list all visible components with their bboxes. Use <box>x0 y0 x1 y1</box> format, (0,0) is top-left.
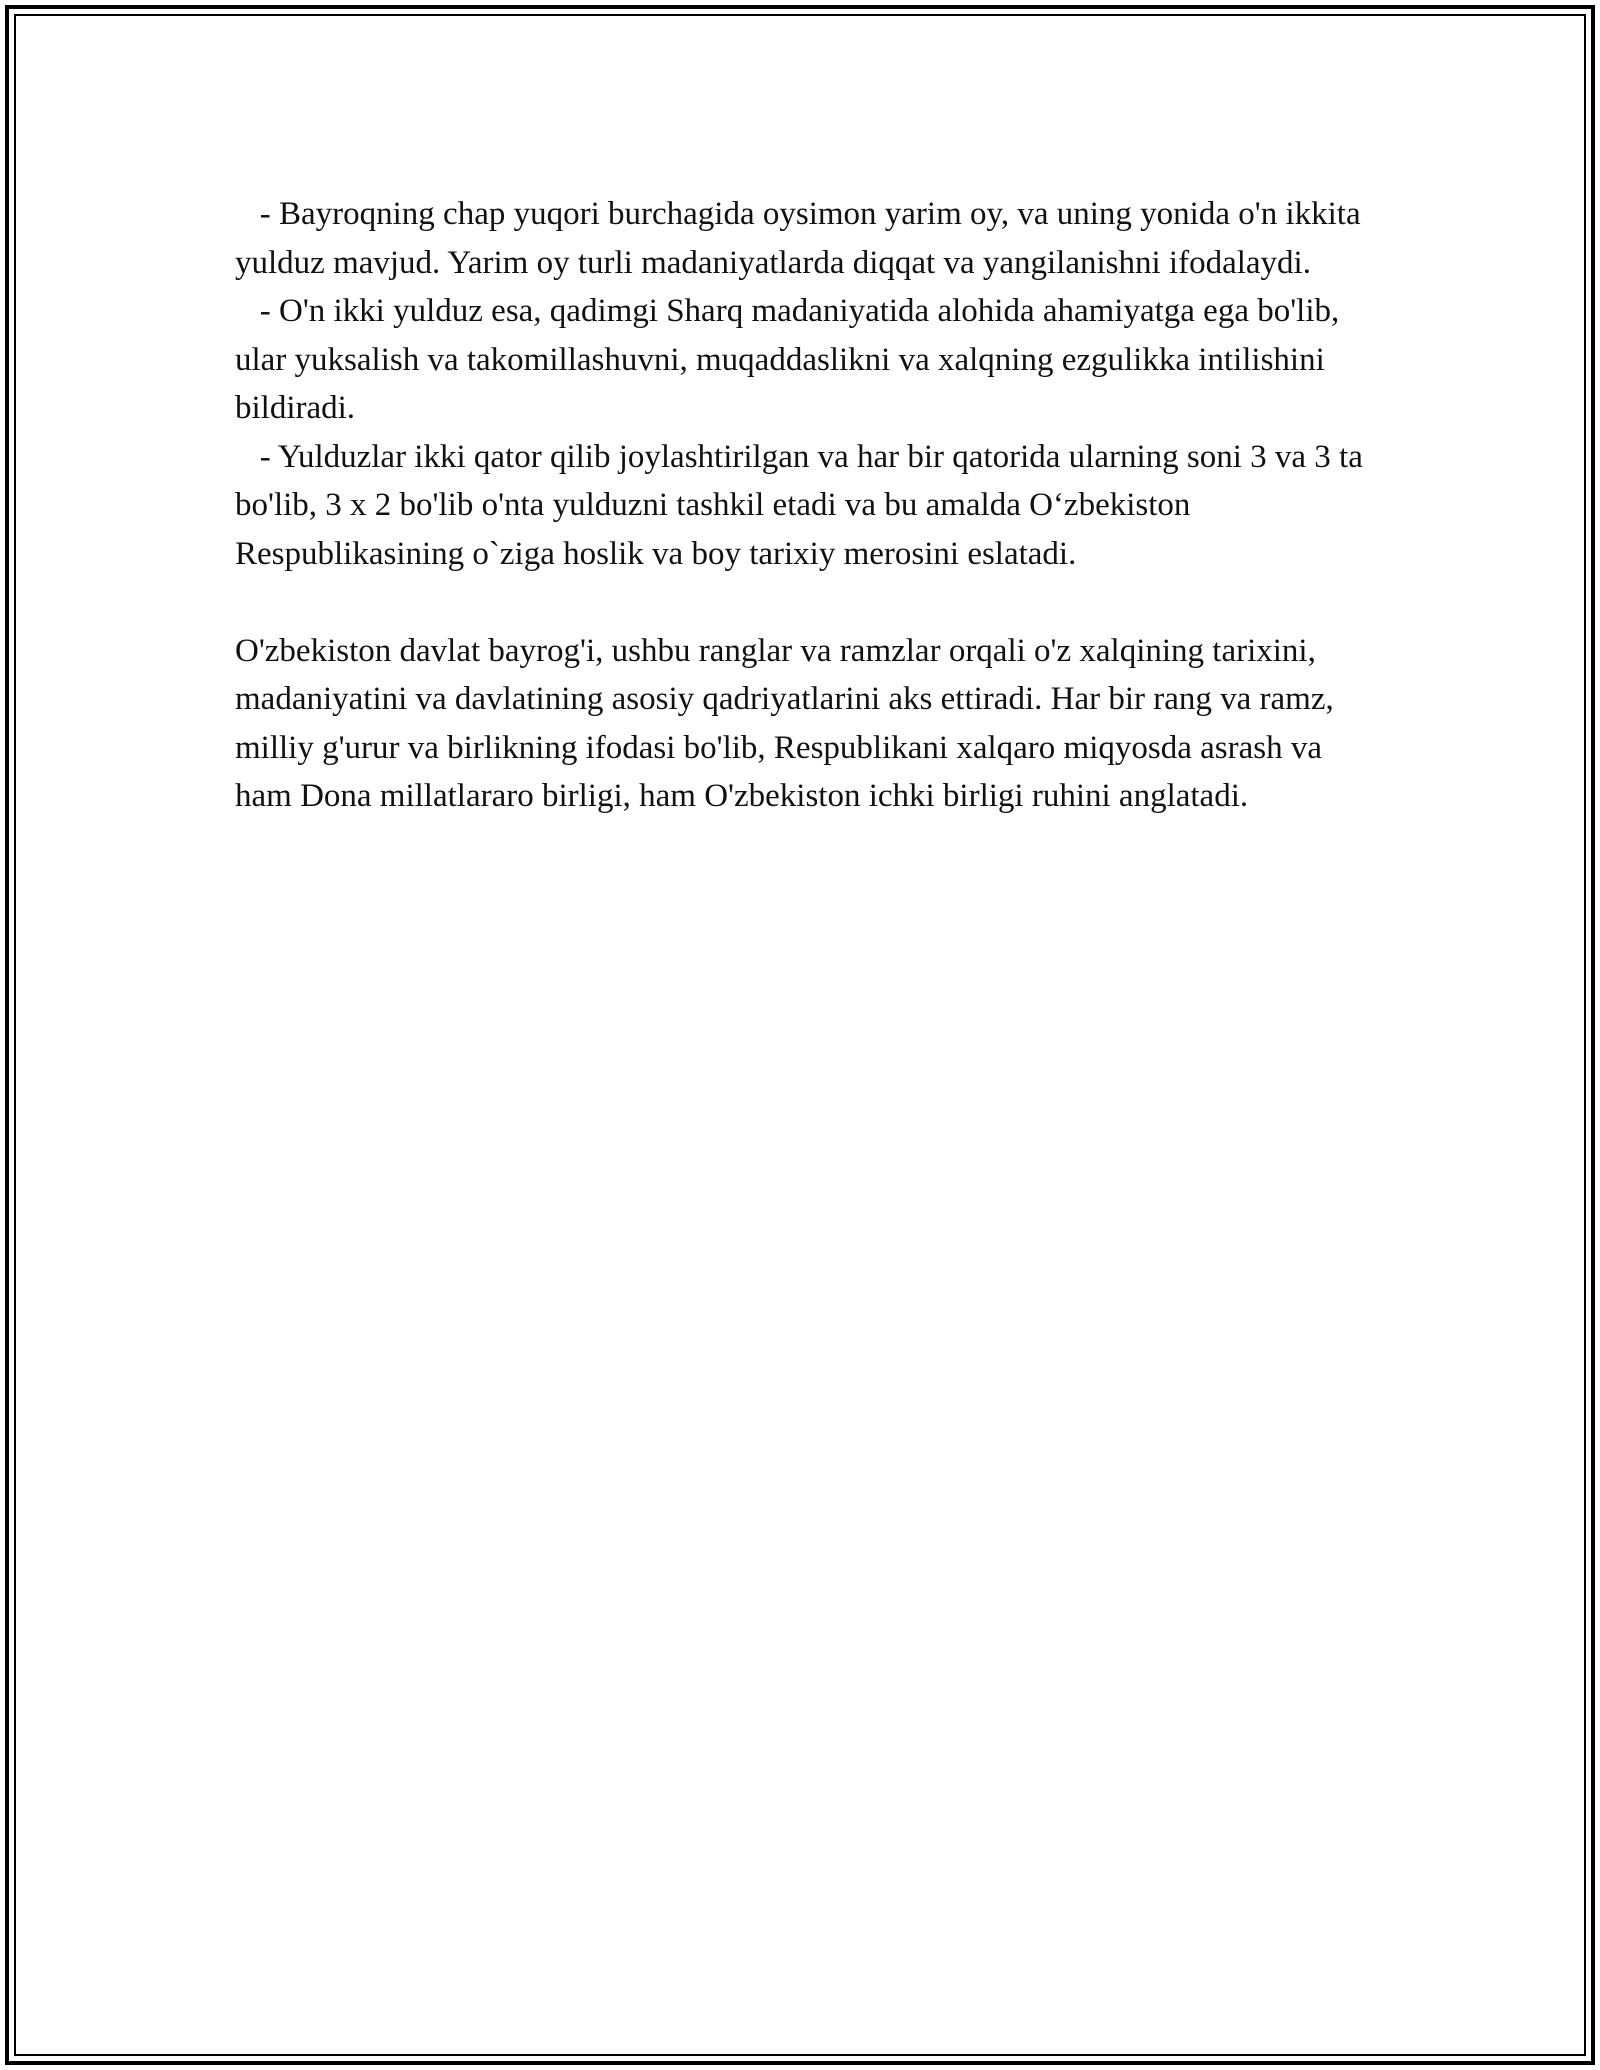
bullet-crescent: - Bayroqning chap yuqori burchagida oysimon yarim oy, va uning yonida o'n ikkita yulduz mavjud. Yarim oy turli madaniyatlarda diqqat va yangilanishni ifodalaydi. <box>235 196 1369 281</box>
paragraph-spacer <box>235 578 1375 627</box>
conclusion-paragraph: O'zbekiston davlat bayrog'i, ushbu ranglar va ramzlar orqali o'z xalqining tarixini, madaniyatini va davlatining asosiy qadriyatlarini aks ettiradi. Har bir rang va ramz, milliy g'urur va birlikning ifodasi bo'lib, Respublikani xalqaro miqyosda asrash va ham Dona millatlararo birligi, ham O'zbekiston ichki birligi ruhini anglatadi. <box>235 632 1342 814</box>
document-body <box>235 190 1375 821</box>
bullet-star-rows: - Yulduzlar ikki qator qilib joylashtirilgan va har bir qatorida ularning soni 3 va 3 ta bo'lib, 3 x 2 bo'lib o'nta yulduzni tashkil etadi va bu amalda O‘zbekiston Respublikasining o`ziga hoslik va boy tarixiy merosini eslatadi. <box>235 438 1372 572</box>
bullet-twelve-stars: - O'n ikki yulduz esa, qadimgi Sharq madaniyatida alohida ahamiyatga ega bo'lib, ular yuksalish va takomillashuvni, muqaddaslikni va xalqning ezgulikka intilishini bildiradi. <box>235 293 1348 426</box>
